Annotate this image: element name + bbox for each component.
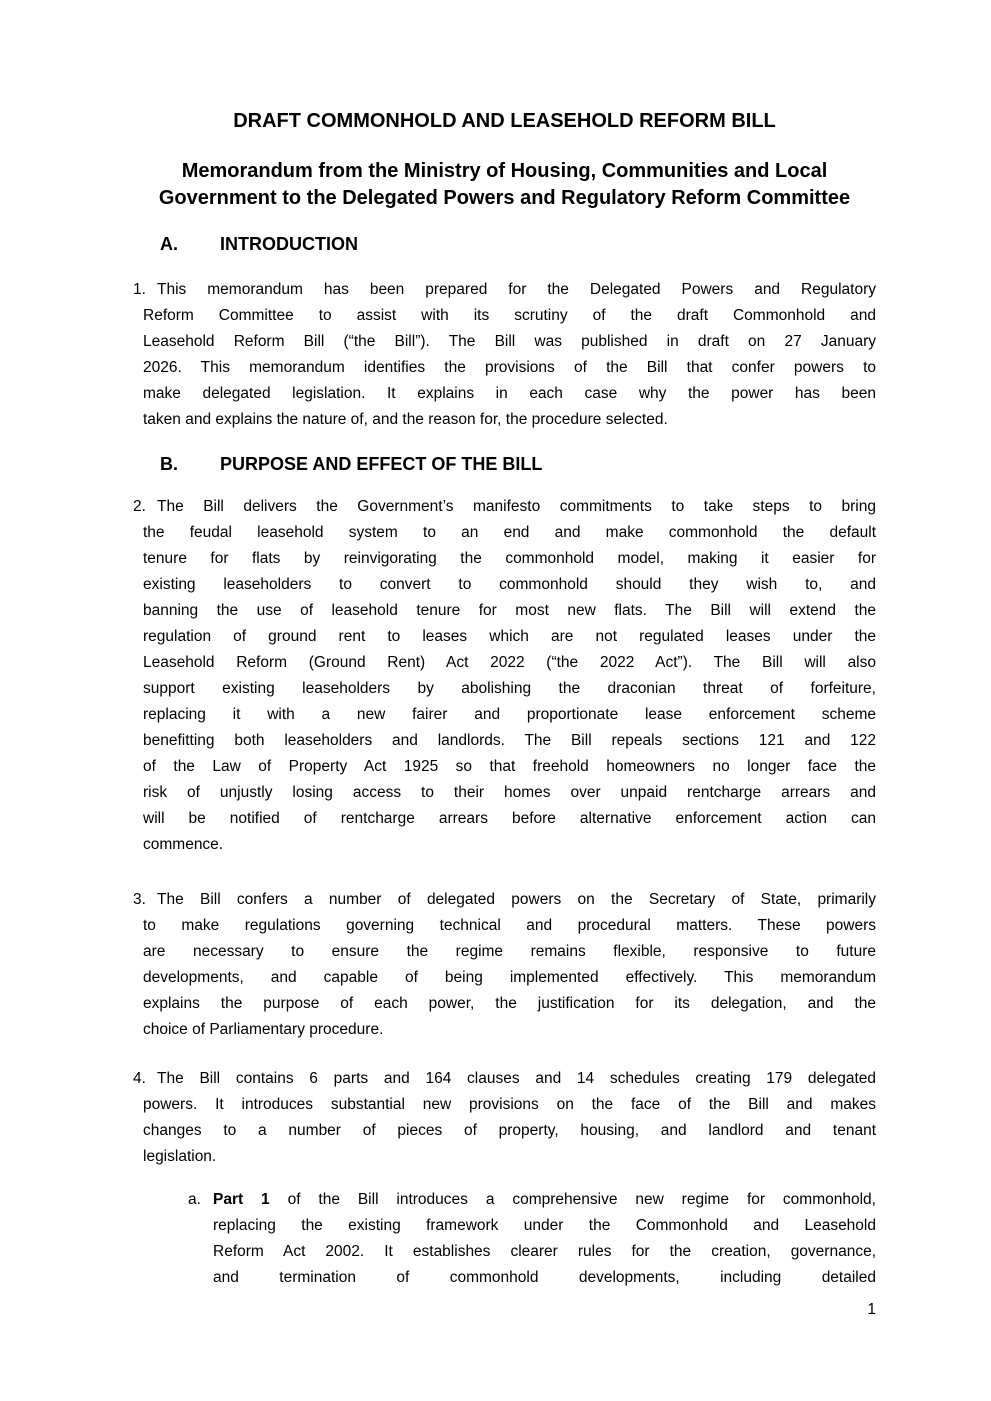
text-line: explains the purpose of each power, the justification for its delegation, and the xyxy=(143,995,876,1012)
text-line: choice of Parliamentary procedure. xyxy=(143,1021,384,1038)
text-line: developments, and capable of being implemented effectively. This memorandum xyxy=(143,969,876,986)
text-line: legislation. xyxy=(143,1148,217,1165)
text-line: banning the use of leasehold tenure for most new flats. The Bill will extend the xyxy=(143,602,876,619)
paragraph-lines xyxy=(143,887,876,1043)
subitem-a xyxy=(133,1187,876,1291)
section-label: B. xyxy=(160,454,178,474)
text-line: 2026. This memorandum identifies the provisions of the Bill that confer powers to xyxy=(143,359,876,376)
text-line: Leasehold Reform (Ground Rent) Act 2022 (“the 2022 Act”). The Bill will also xyxy=(143,654,876,671)
text-line: commence. xyxy=(143,836,224,853)
text-line: tenure for flats by reinvigorating the commonhold model, making it easier for xyxy=(143,550,876,567)
paragraph-1 xyxy=(133,277,876,433)
paragraph-number: 3. xyxy=(133,891,146,908)
paragraph-number: 4. xyxy=(133,1070,146,1087)
text-line: The Bill confers a number of delegated powers on the Secretary of State, primarily xyxy=(157,891,876,908)
document-content xyxy=(133,0,876,1323)
text-line: The Bill delivers the Government’s manifesto commitments to take steps to bring xyxy=(157,498,876,515)
bold-lead: Part 1 xyxy=(213,1191,270,1208)
section-title: INTRODUCTION xyxy=(220,234,358,254)
text-line: Reform Act 2002. It establishes clearer rules for the creation, governance, xyxy=(213,1243,876,1260)
text-line: make delegated legislation. It explains in each case why the power has been xyxy=(143,385,876,402)
text-line: benefitting both leaseholders and landlords. The Bill repeals sections 121 and 122 xyxy=(143,732,876,749)
section-title: PURPOSE AND EFFECT OF THE BILL xyxy=(220,454,543,474)
text-line: of the Law of Property Act 1925 so that freehold homeowners no longer face the xyxy=(143,758,876,775)
text-line: existing leaseholders to convert to commonhold should they wish to, and xyxy=(143,576,876,593)
text-line: will be notified of rentcharge arrears before alternative enforcement action can xyxy=(143,810,876,827)
subtitle-line: Government to the Delegated Powers and Regulatory Reform Committee xyxy=(158,187,851,209)
text-line: risk of unjustly losing access to their homes over unpaid rentcharge arrears and xyxy=(143,784,876,801)
paragraph-2 xyxy=(133,494,876,858)
text-line: replacing it with a new fairer and proportionate lease enforcement scheme xyxy=(143,706,876,723)
text-line: Reform Committee to assist with its scrutiny of the draft Commonhold and xyxy=(143,307,876,324)
text-line: regulation of ground rent to leases which are not regulated leases under the xyxy=(143,628,876,645)
text-line: The Bill contains 6 parts and 164 clauses and 14 schedules creating 179 delegated xyxy=(157,1070,876,1087)
text-line: changes to a number of pieces of property, housing, and landlord and tenant xyxy=(143,1122,876,1139)
subitem-lines xyxy=(213,1187,876,1291)
paragraph-lines xyxy=(143,494,876,858)
text-line: This memorandum has been prepared for the Delegated Powers and Regulatory xyxy=(157,281,876,298)
paragraph-4 xyxy=(133,1066,876,1170)
document-subtitle xyxy=(133,158,876,212)
subitem-marker: a. xyxy=(188,1191,201,1208)
text-line: taken and explains the nature of, and the reason for, the procedure selected. xyxy=(143,411,668,428)
paragraph-lines xyxy=(143,1066,876,1170)
paragraph-3 xyxy=(133,887,876,1043)
paragraph-lines xyxy=(143,277,876,433)
subtitle-line: Memorandum from the Ministry of Housing, Communities and Local xyxy=(181,160,828,182)
text-line: Part 1 of the Bill introduces a comprehensive new regime for commonhold, xyxy=(213,1191,876,1208)
section-heading-a xyxy=(160,231,876,257)
section-heading-b xyxy=(160,451,876,477)
text-line: powers. It introduces substantial new provisions on the face of the Bill and makes xyxy=(143,1096,876,1113)
text-line: to make regulations governing technical and procedural matters. These powers xyxy=(143,917,876,934)
text-line: the feudal leasehold system to an end and make commonhold the default xyxy=(143,524,876,541)
paragraph-number: 1. xyxy=(133,281,146,298)
text-line: are necessary to ensure the regime remains flexible, responsive to future xyxy=(143,943,876,960)
page-number: 1 xyxy=(867,1301,876,1318)
paragraph-number: 2. xyxy=(133,498,146,515)
text-line: support existing leaseholders by abolishing the draconian threat of forfeiture, xyxy=(143,680,876,697)
section-label: A. xyxy=(160,234,178,254)
text-line: Leasehold Reform Bill (“the Bill”). The Bill was published in draft on 27 January xyxy=(143,333,876,350)
text-line: and termination of commonhold developments, including detailed xyxy=(213,1269,876,1286)
text-line: replacing the existing framework under the Commonhold and Leasehold xyxy=(213,1217,876,1234)
document-title: DRAFT COMMONHOLD AND LEASEHOLD REFORM BILL xyxy=(233,110,776,132)
